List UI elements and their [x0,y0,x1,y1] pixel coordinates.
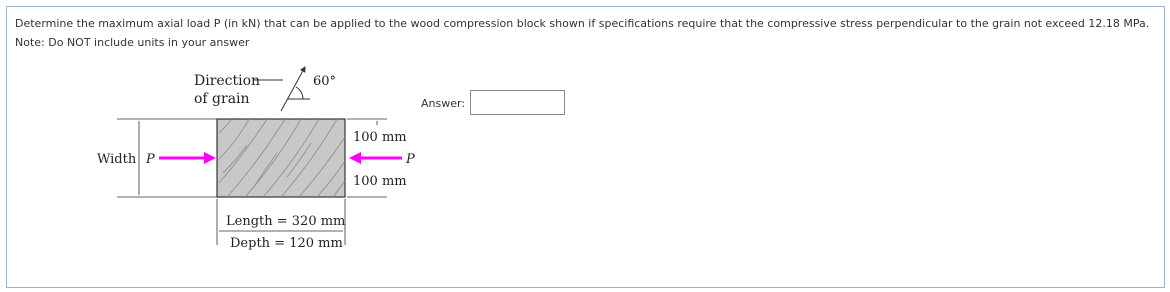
direction-label-line1: Direction [194,73,261,89]
width-label: Width [97,152,137,167]
question-note: Note: Do NOT include units in your answer [15,36,250,49]
dim-top-label: 100 mm [353,130,407,145]
answer-input[interactable] [470,90,565,115]
load-left-label: P [146,152,155,167]
load-right-label: P [406,152,415,167]
direction-label-line2: of grain [194,91,250,107]
depth-label: Depth = 120 mm [230,236,343,251]
length-label: Length = 320 mm [226,214,346,229]
answer-label: Answer: [421,97,466,110]
question-text: Determine the maximum axial load P (in kN) that can be applied to the wood compression block shown if specifications require that the compressive stress perpendicular to the grain not exceed 12.18 MPa. [15,17,1150,30]
wood-block-figure [87,63,427,263]
dim-bottom-label: 100 mm [353,174,407,189]
angle-label: 60° [313,74,337,89]
grain-direction-arrow [281,67,305,111]
load-left-arrowhead [204,152,216,164]
angle-arc [296,87,303,99]
wood-block [217,119,345,197]
